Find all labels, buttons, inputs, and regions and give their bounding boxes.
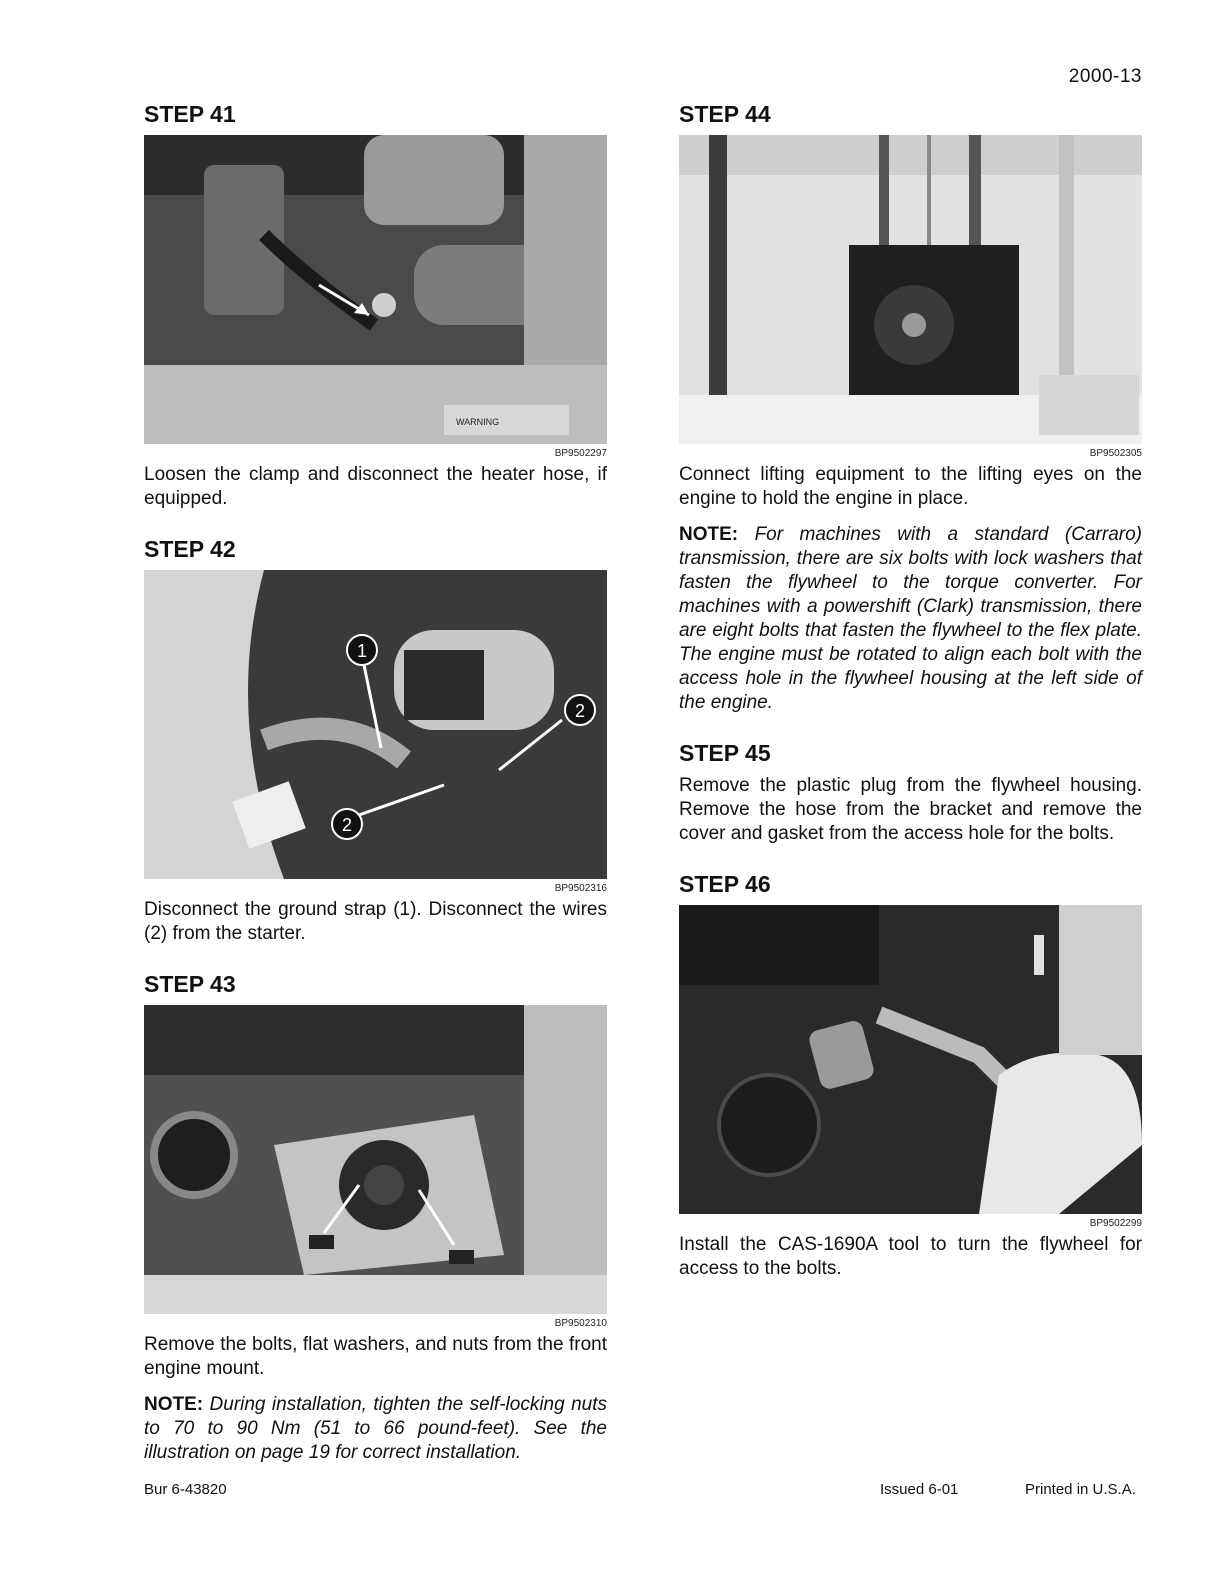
- step-45-title: STEP 45: [679, 740, 771, 766]
- flywheel-tool-photo-illustration: [679, 905, 1142, 1214]
- footer-doc-number: Bur 6-43820: [144, 1481, 227, 1498]
- left-column: [144, 100, 607, 1489]
- step-44: [679, 100, 1142, 715]
- step-41-caption: Loosen the clamp and disconnect the heater hose, if equipped.: [144, 464, 607, 509]
- step-42: [144, 535, 607, 946]
- step-41-photo-id: BP9502297: [554, 448, 607, 459]
- step-42-title: STEP 42: [144, 536, 236, 562]
- note-label: NOTE:: [144, 1394, 204, 1415]
- step-43-caption: Remove the bolts, flat washers, and nuts from the front engine mount.: [144, 1334, 607, 1379]
- warning-decal-text: WARNING: [456, 417, 500, 427]
- step-44-caption: Connect lifting equipment to the lifting eyes on the engine to hold the engine in place.: [679, 464, 1142, 509]
- callout-1: 1: [356, 641, 368, 661]
- step-46-title: STEP 46: [679, 871, 771, 897]
- footer-issued: Issued 6-01: [880, 1481, 959, 1498]
- step-42-photo: [144, 570, 607, 879]
- page-number: 2000-13: [1068, 66, 1142, 87]
- step-46-photo-id: BP9502299: [1089, 1218, 1142, 1229]
- step-43-note: [144, 1393, 607, 1465]
- step-44-photo-id: BP9502305: [1089, 448, 1142, 459]
- note-text: During installation, tighten the self-locking nuts to 70 to 90 Nm (51 to 66 pound-feet). See the illustration on page 19 for correct installation.: [144, 1394, 607, 1463]
- step-41-title: STEP 41: [144, 101, 236, 127]
- note-text: For machines with a standard (Carraro) transmission, there are six bolts with lock washers that fasten the flywheel to the torque converter. For machines with a powershift (Clark) transmission, there are eight bolts that fasten the flywheel to the flex plate. The engine must be rotated to align each bolt with the access hole in the flywheel housing at the left side of the engine.: [679, 524, 1142, 713]
- step-41-photo: [144, 135, 607, 444]
- step-46-caption: Install the CAS-1690A tool to turn the flywheel for access to the bolts.: [679, 1234, 1142, 1279]
- note-label: NOTE:: [679, 524, 739, 545]
- step-42-caption: Disconnect the ground strap (1). Disconnect the wires (2) from the starter.: [144, 899, 607, 944]
- step-43-photo-id: BP9502310: [554, 1318, 607, 1329]
- step-44-note: [679, 523, 1142, 715]
- step-43-photo: [144, 1005, 607, 1314]
- callout-2-upper: 2: [574, 701, 586, 721]
- step-44-photo: [679, 135, 1142, 444]
- step-46: [679, 870, 1142, 1281]
- step-45-text: Remove the plastic plug from the flywheel housing. Remove the hose from the bracket and remove the cover and gasket from the access hole for the bolts.: [679, 775, 1142, 844]
- starter-wires-photo-illustration: [144, 570, 607, 879]
- step-43: [144, 970, 607, 1465]
- lifting-equipment-photo-illustration: [679, 135, 1142, 444]
- heater-hose-photo-illustration: [144, 135, 607, 444]
- step-44-title: STEP 44: [679, 101, 771, 127]
- step-42-photo-id: BP9502316: [554, 883, 607, 894]
- step-46-photo: [679, 905, 1142, 1214]
- right-column: [679, 100, 1142, 1305]
- engine-mount-photo-illustration: [144, 1005, 607, 1314]
- step-41: [144, 100, 607, 511]
- step-45: [679, 739, 1142, 846]
- step-43-title: STEP 43: [144, 971, 236, 997]
- callout-2-lower: 2: [341, 815, 353, 835]
- footer-printed: Printed in U.S.A.: [1025, 1481, 1136, 1498]
